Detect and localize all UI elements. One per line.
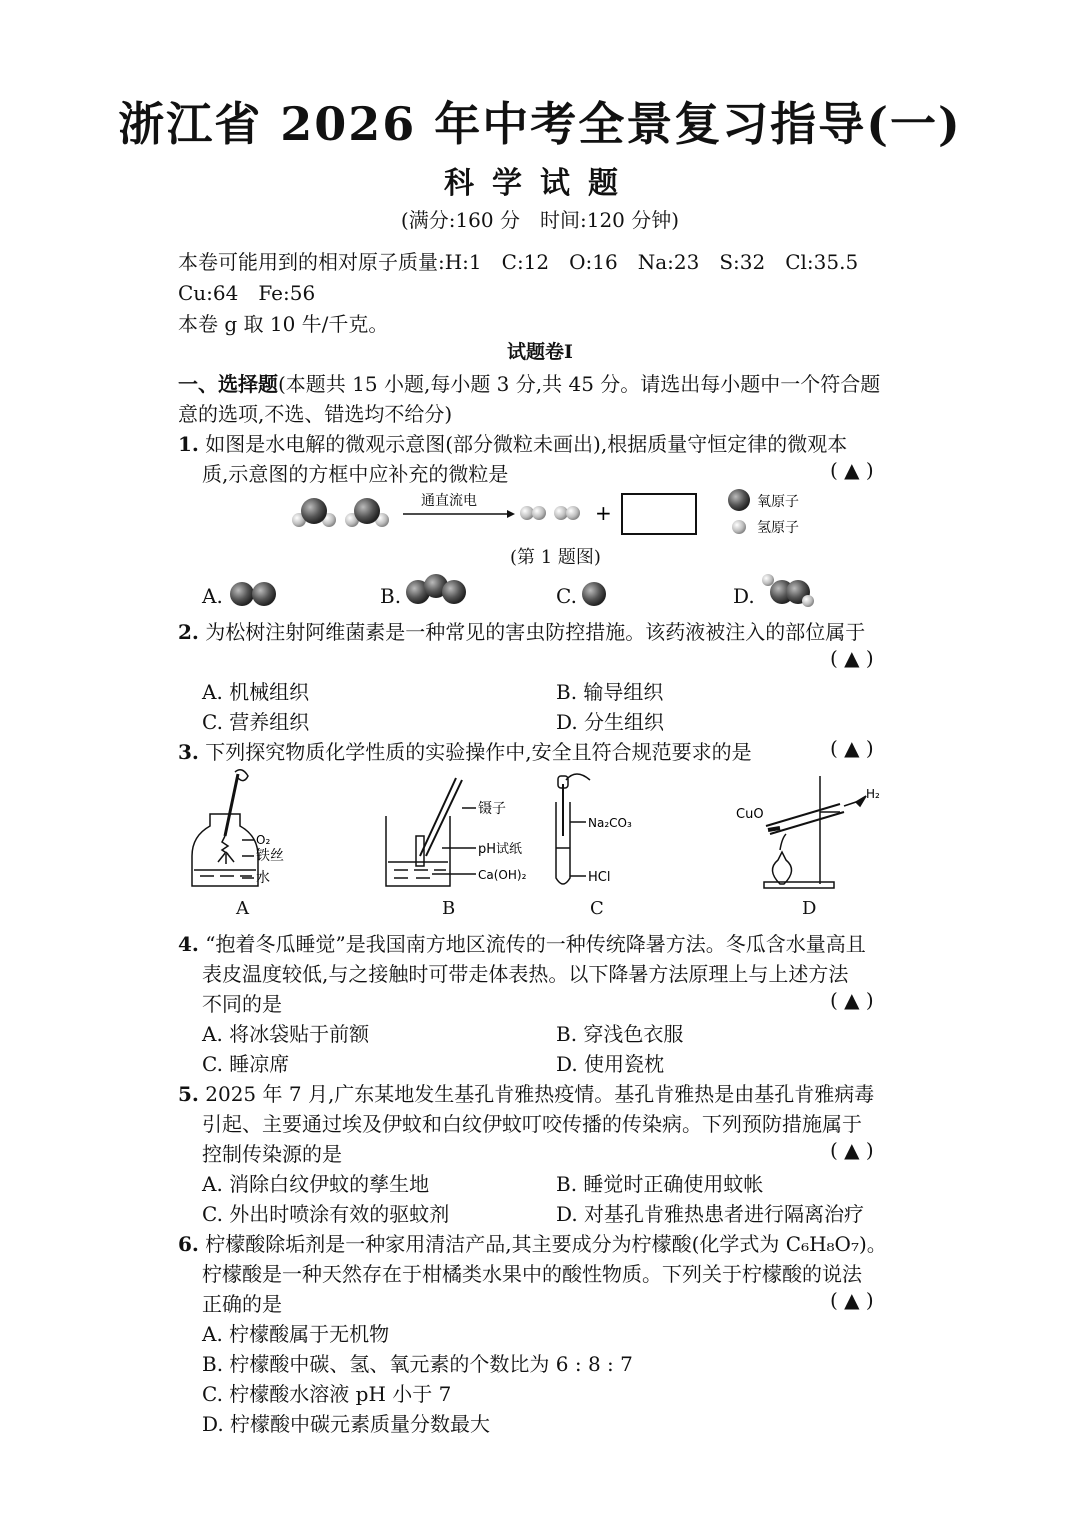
q1-number: 1.: [178, 432, 199, 456]
q6-stem-line3: 正确的是: [202, 1292, 282, 1316]
q4-text1: “抱着冬瓜睡觉”是我国南方地区流传的一种传统降暑方法。冬瓜含水量高且: [205, 932, 866, 956]
q3-number: 3.: [178, 740, 199, 764]
q2-stem: [178, 616, 865, 645]
q4-stem-line1: [178, 928, 866, 957]
q4-option-d: D. 使用瓷枕: [556, 1052, 665, 1076]
exam-title: 浙江省 2026 年中考全景复习指导(一): [118, 97, 962, 151]
q6-number: 6.: [178, 1232, 199, 1256]
score-time: (满分:160 分 时间:120 分钟): [400, 208, 680, 232]
q1-option-d: [733, 584, 755, 608]
atomic-mass-line2: Cu:64 Fe:56: [178, 281, 316, 305]
q1-option-c: [556, 584, 577, 608]
label-b-tweezer: 镊子: [478, 801, 506, 817]
hydrogen-molecules: [520, 506, 580, 520]
section-heading-text: (本题共 15 小题,每小题 3 分,共 45 分。请选出每小题中一个符合题: [278, 372, 881, 396]
q5-stem-line3: 控制传染源的是: [202, 1142, 342, 1166]
q1-option-d-molecule: [758, 570, 818, 610]
label-b-paper: pH试纸: [478, 842, 523, 857]
section-heading: [178, 368, 880, 397]
q5-option-d: D. 对基孔肯雅热患者进行隔离治疗: [556, 1202, 865, 1226]
q2-text: 为松树注射阿维菌素是一种常见的害虫防控措施。该药液被注入的部位属于: [205, 620, 866, 644]
q4-option-b: B. 穿浅色衣服: [556, 1022, 684, 1046]
q3-apparatus: [180, 766, 900, 916]
q4-number: 4.: [178, 932, 199, 956]
q1-stem-line2: 质,示意图的方框中应补充的微粒是: [202, 462, 509, 486]
q1-diagram: [285, 484, 825, 544]
q3-caption-a: A: [236, 898, 249, 919]
q6-stem-line1: [178, 1228, 887, 1257]
q1-text1: 如图是水电解的微观示意图(部分微粒未画出),根据质量守恒定律的微观本: [205, 432, 848, 456]
apparatus-a: [192, 770, 258, 886]
q1-option-a: [202, 584, 223, 608]
q2-option-b: B. 输导组织: [556, 680, 664, 704]
label-d-h2: H₂: [866, 787, 880, 801]
q5-stem-line1: [178, 1078, 874, 1107]
arrow-label: 通直流电: [421, 493, 477, 509]
section-heading-line2: 意的选项,不选、错选均不给分): [178, 402, 453, 426]
legend-hydrogen: 氢原子: [757, 520, 799, 536]
q3-text: 下列探究物质化学性质的实验操作中,安全且符合规范要求的是: [205, 740, 752, 764]
q1-option-c-molecule: [578, 578, 610, 610]
q4-option-c: C. 睡凉席: [202, 1052, 290, 1076]
water-molecule-2: [345, 498, 389, 527]
q5-option-a: A. 消除白纹伊蚊的孳生地: [202, 1172, 430, 1196]
legend-oxygen: 氧原子: [757, 494, 799, 510]
gravity-note: 本卷 g 取 10 牛/千克。: [178, 312, 389, 336]
label-c-hcl: HCl: [588, 870, 611, 885]
q1-answer-mark: ( ▲ ): [830, 458, 874, 482]
q2-option-c: C. 营养组织: [202, 710, 310, 734]
q1-option-b-molecule: [402, 572, 472, 608]
q5-text1: 2025 年 7 月,广东某地发生基孔肯雅热疫情。基孔肯雅热是由基孔肯雅病毒: [205, 1082, 875, 1106]
q5-stem-line2: 引起、主要通过埃及伊蚊和白纹伊蚊叮咬传播的传染病。下列预防措施属于: [202, 1112, 862, 1136]
q3-answer-mark: ( ▲ ): [830, 736, 874, 760]
volume-title: 试题卷Ⅰ: [507, 341, 573, 363]
legend-hydrogen-icon: [732, 520, 746, 534]
q4-option-a: A. 将冰袋贴于前额: [202, 1022, 370, 1046]
q1-caption: (第 1 题图): [510, 547, 601, 568]
label-b-caoh: Ca(OH)₂: [478, 868, 527, 882]
q2-option-d: D. 分生组织: [556, 710, 665, 734]
plus-sign: +: [595, 501, 612, 525]
q2-option-a: A. 机械组织: [202, 680, 310, 704]
q1-option-a-molecule: [226, 578, 286, 610]
q5-answer-mark: ( ▲ ): [830, 1138, 874, 1162]
apparatus-c: [556, 774, 590, 884]
q6-option-a: A. 柠檬酸属于无机物: [202, 1322, 390, 1346]
q1-option-a-label: A.: [202, 584, 223, 608]
q6-option-c: C. 柠檬酸水溶液 pH 小于 7: [202, 1382, 452, 1406]
arrow-head: [507, 510, 515, 518]
q1-option-c-label: C.: [556, 584, 577, 608]
q6-option-d: D. 柠檬酸中碳元素质量分数最大: [202, 1412, 491, 1436]
q1-option-b-label: B.: [380, 584, 402, 608]
q4-stem-line2: 表皮温度较低,与之接触时可带走体表热。以下降暑方法原理上与上述方法: [202, 962, 849, 986]
label-a-water: 水: [256, 870, 270, 886]
label-c-na2co3: Na₂CO₃: [588, 816, 632, 830]
q3-caption-d: D: [802, 898, 817, 919]
q1-option-b: [380, 584, 401, 608]
q1-option-d-label: D.: [733, 584, 755, 608]
apparatus-d: [764, 776, 866, 888]
q3-caption-b: B: [442, 898, 456, 919]
atomic-mass-line1: 本卷可能用到的相对原子质量:H:1 C:12 O:16 Na:23 S:32 Cl:35.5: [178, 250, 859, 274]
label-a-wire: 铁丝: [256, 848, 284, 864]
subject-title: 科学试题: [444, 166, 636, 201]
water-molecule-1: [292, 498, 336, 527]
q4-answer-mark: ( ▲ ): [830, 988, 874, 1012]
q5-number: 5.: [178, 1082, 199, 1106]
q6-answer-mark: ( ▲ ): [830, 1288, 874, 1312]
q6-text1: 柠檬酸除垢剂是一种家用清洁产品,其主要成分为柠檬酸(化学式为 C₆H₈O₇)。: [205, 1232, 887, 1256]
q3-caption-c: C: [590, 898, 604, 919]
label-d-cuo: CuO: [736, 807, 764, 822]
legend-oxygen-icon: [728, 489, 750, 511]
section-heading-bold: 一、选择题: [178, 372, 278, 396]
q2-number: 2.: [178, 620, 199, 644]
label-a-o2: O₂: [256, 833, 271, 847]
q5-option-b: B. 睡觉时正确使用蚊帐: [556, 1172, 764, 1196]
q3-stem: [178, 736, 752, 765]
q6-stem-line2: 柠檬酸是一种天然存在于柑橘类水果中的酸性物质。下列关于柠檬酸的说法: [202, 1262, 862, 1286]
apparatus-b: [386, 778, 476, 886]
q4-stem-line3: 不同的是: [202, 992, 282, 1016]
q6-option-b: B. 柠檬酸中碳、氢、氧元素的个数比为 6 : 8 : 7: [202, 1352, 633, 1376]
q5-option-c: C. 外出时喷涂有效的驱蚊剂: [202, 1202, 450, 1226]
q1-stem-line1: [178, 428, 847, 457]
answer-box: [622, 494, 696, 534]
q2-answer-mark: ( ▲ ): [830, 646, 874, 670]
